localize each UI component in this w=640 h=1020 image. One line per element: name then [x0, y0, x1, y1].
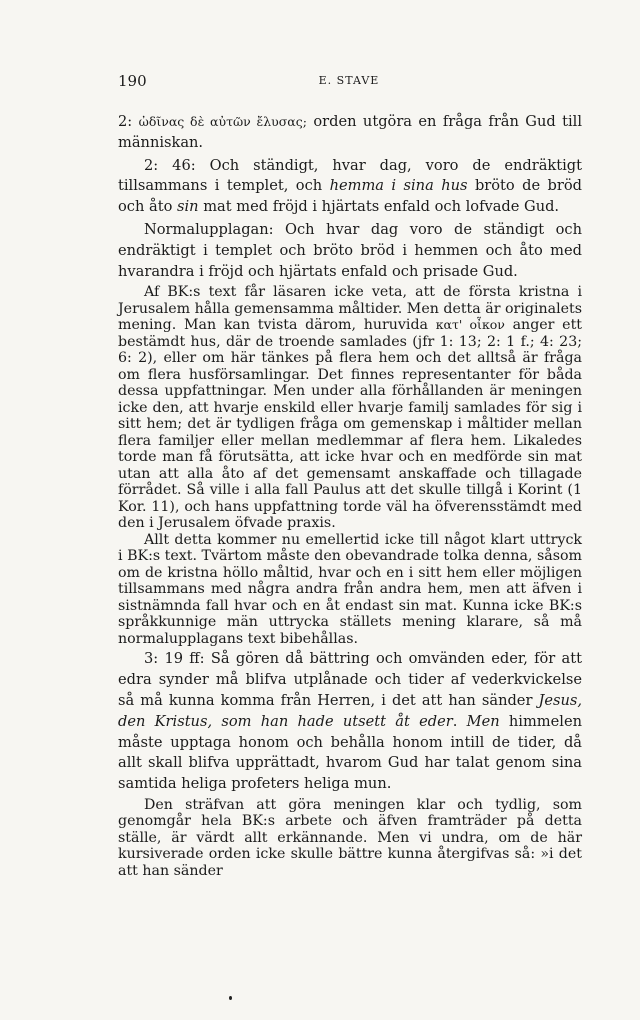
paragraph-6	[118, 649, 582, 795]
ink-speck	[229, 996, 232, 1000]
body-text	[118, 112, 582, 879]
running-head: E. STAVE	[318, 74, 380, 87]
paragraph-5: Allt detta kommer nu emellertid icke till något klart uttryck i BK:s text. Tvärtom måste den obevandrade tolka denna, såsom om de kristna höllo måltid, hvar och en i sitt hem eller möjligen tillsammans med några andra från andra hem, men att äfven i sistnämnda fall hvar och en åt endast sin mat. Kunna icke BK:s språkkunnige män uttrycka ställets mening klarare, så må normalupplagans text bibehållas.	[118, 531, 582, 647]
paragraph-text: mat med fröjd i hjärtats enfald och lofvade Gud.	[198, 198, 560, 216]
verse-ref: 2:	[118, 113, 133, 130]
paragraph-text: 3: 19 ff: Så gören då bättring och omvänden eder, för att edra synder må blifva utplånade och tider af vederkvickelse så må kunna komma från Herren, i det att han sänder	[118, 650, 582, 709]
paragraph-text: 2: 46: Och ständigt, hvar dag, voro de endräktigt tillsammans i templet, och	[118, 156, 582, 195]
paragraph-text: .	[452, 712, 467, 730]
paragraph-text: Af BK:s text får läsaren icke veta, att de första kristna i Jerusalem hålla gemensamma måltider. Men detta är originalets mening. Man kan tvista därom, huruvida	[118, 284, 582, 334]
paragraph-text: orden utgöra en fråga från Gud till människan.	[118, 113, 582, 151]
greek-phrase: κατ' οἶκον	[435, 317, 505, 333]
italic-phrase: Men	[466, 712, 500, 730]
paragraph-1	[118, 112, 582, 154]
paragraph-4	[118, 284, 582, 532]
page-number: 190	[118, 72, 147, 90]
page-header	[118, 72, 580, 92]
paragraph-2	[118, 156, 582, 218]
italic-phrase: Jesus, den Kristus, som han hade utsett åt eder	[118, 691, 582, 730]
italic-phrase: hemma i sina hus	[329, 177, 468, 195]
paragraph-text: himmelen måste upptaga honom och behålla honom intill de tider, då allt skall blifva upprättadt, hvarom Gud har talat genom sina samtida heliga profeters heliga mun.	[118, 712, 582, 793]
paragraph-3: Normalupplagan: Och hvar dag voro de ständigt och endräktigt i templet och bröto bröd i hemmen och åto med hvarandra i fröjd och hjärtats enfald och prisade Gud.	[118, 220, 582, 280]
paragraph-7: Den sträfvan att göra meningen klar och tydlig, som genomgår hela BK:s arbete och äfven framträder på detta ställe, är värdt allt erkännande. Men vi undra, om de här kursiverade orden icke skulle bättre kunna återgifvas så: »i det att han sänder	[118, 796, 582, 879]
paragraph-text: bröto de bröd och åto	[118, 177, 582, 216]
greek-quote: ὠδῖνας δὲ αὐτῶν ἔλυσας;	[138, 114, 307, 129]
italic-phrase: sin	[177, 198, 199, 216]
paragraph-text: anger ett bestämdt hus, där de troende samlades (jfr 1: 13; 2: 1 f.; 4: 23; 6: 2), eller om här tänkes på flera hem och det alltså är fråga om flera husförsamlingar. Det finnes representanter för båda dessa uppfattningar. Men under alla förhållanden är meningen icke den, att hvarje enskild eller hvarje familj samlades för sig i sitt hem; det är tydligen fråga om gemenskap i måltider mellan flera familjer eller mellan medlemmar af flera hem. Likaledes torde man få förutsätta, att icke hvar och en medförde sin mat utan att alla åto af det gemensamt anskaffade och tillagade förrådet. Så ville i alla fall Paulus att det skulle tillgå i Korint (1 Kor. 11), och hans uppfattning torde väl ha öfverensstämdt med den i Jerusalem öfvade praxis.	[118, 317, 582, 532]
